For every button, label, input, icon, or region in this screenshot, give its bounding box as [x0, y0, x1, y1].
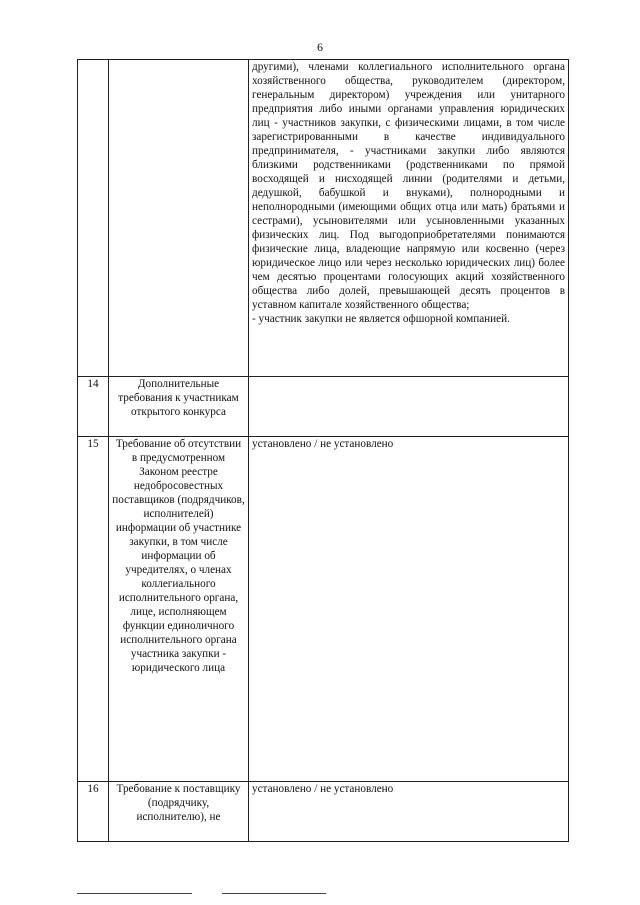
- row-number: 16: [78, 782, 109, 842]
- offshore-clause: - участник закупки не является офшорной компанией.: [252, 313, 510, 325]
- row-value: установлено / не установлено: [249, 437, 569, 782]
- row-number: 15: [78, 437, 109, 782]
- footer-rule-right: [222, 893, 326, 894]
- requirements-table: [77, 59, 569, 842]
- page-number: 6: [317, 40, 323, 54]
- footer-rule-left: [77, 893, 192, 894]
- row-name: Дополнительные требования к участникам открытого конкурса: [109, 377, 249, 437]
- continuation-paragraph: другими), членами коллегиального исполнительного органа хозяйственного общества, руководителем (директором, генеральным директором) учреждения или унитарного предприятия либо иными органами управления юридических лиц - участников закупки, с физическими лицами, в том числе зарегистрированными в качестве индивидуального предпринимателя, - участниками закупки либо являются близкими родственниками (родственниками по прямой восходящей и нисходящей линии (родителями и детьми, дедушкой, бабушкой и внуками), полнородными и неполнородными (имеющими общих отца или мать) братьями и сестрами), усыновителями или усыновленными указанных физических лиц. Под выгодоприобретателями понимаются физические лица, владеющие напрямую или косвенно (через юридическое лицо или через несколько юридических лиц) более чем десятью процентами голосующих акций хозяйственного общества либо долей, превышающей десять процентов в уставном капитале хозяйственного общества;: [252, 61, 565, 311]
- row-number: 14: [78, 377, 109, 437]
- row-name: Требование об отсутствии в предусмотренном Законом реестре недобросовестных поставщиков (подрядчиков, исполнителей) информации об участнике закупки, в том числе информации об учредителях, о членах коллегиального исполнительного органа, лице, исполняющем функции единоличного исполнительного органа участника закупки - юридического лица: [109, 437, 249, 782]
- table-row-continuation: [78, 60, 569, 377]
- row-value-cell: [249, 60, 569, 377]
- row-value: установлено / не установлено: [249, 782, 569, 842]
- table-row: [78, 377, 569, 437]
- row-name: Требование к поставщику (подрядчику, исполнителю), не: [109, 782, 249, 842]
- row-number-cell: [78, 60, 109, 377]
- table-row: [78, 782, 569, 842]
- row-name-cell: [109, 60, 249, 377]
- row-value: [249, 377, 569, 437]
- table-row: [78, 437, 569, 782]
